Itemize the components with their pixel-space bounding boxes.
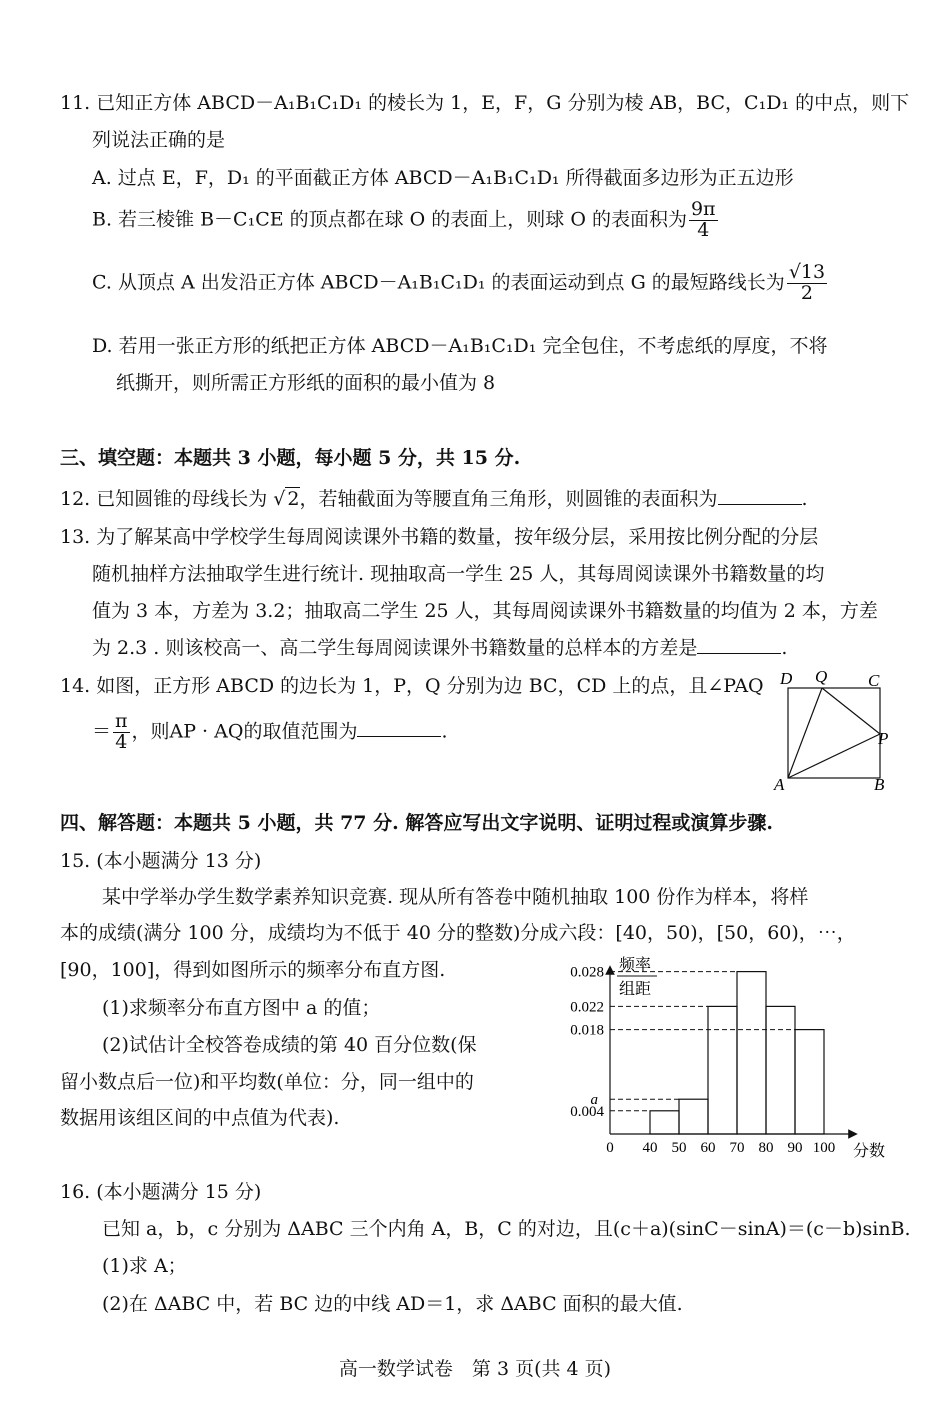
- q13-end: .: [781, 637, 788, 659]
- q13-line4-text: 为 2.3 . 则该校高一、高二学生每周阅读课外书籍数量的总样本的方差是: [92, 637, 698, 659]
- q15-para1: 某中学举办学生数学素养知识竞赛. 现从所有答卷中随机抽取 100 份作为样本，将样: [102, 886, 809, 908]
- q11-stem-line2: 列说法正确的是: [92, 129, 226, 151]
- label-b: B: [874, 775, 885, 794]
- q12-end: .: [801, 488, 808, 510]
- label-d: D: [780, 669, 793, 688]
- x-tick-label: 50: [671, 1140, 687, 1156]
- y-tick-label: a: [590, 1092, 598, 1109]
- q14-answer-blank: [357, 735, 441, 737]
- q13-answer-blank: [697, 652, 781, 654]
- q16-line1: 已知 a，b，c 分别为 ΔABC 三个内角 A，B，C 的对边，且(c＋a)(sinC－sinA)＝(c－b)sinB.: [102, 1218, 911, 1240]
- y-tick-label: 0.028: [570, 964, 604, 981]
- page-footer: 高一数学试卷 第 3 页(共 4 页): [338, 1358, 612, 1380]
- histogram-bar: [737, 972, 766, 1134]
- q13-line1: 13. 为了解某高中学校学生每周阅读课外书籍的数量，按年级分层，采用按比例分配的分层: [60, 526, 819, 548]
- q14-pi-numerator: π: [115, 710, 128, 732]
- x-tick-label: 70: [729, 1140, 745, 1156]
- y-tick-label: 0.004: [570, 1103, 604, 1120]
- q15-sub2-line1: (2)试估计全校答卷成绩的第 40 百分位数(保: [102, 1034, 477, 1056]
- frequency-histogram: [555, 950, 900, 1165]
- square-outline: [788, 688, 880, 778]
- histogram-bar: [679, 1099, 708, 1134]
- x-tick-label: 90: [787, 1140, 803, 1156]
- q15-sub2-line3: 数据用该组区间的中点值为代表).: [60, 1107, 340, 1129]
- q11-option-b-denominator: 4: [697, 218, 710, 241]
- label-a: A: [774, 775, 785, 794]
- histogram-bar: [708, 1006, 737, 1134]
- q11-option-b-numerator: 9π: [690, 198, 716, 220]
- q12-text-before: 12. 已知圆锥的母线长为: [60, 488, 274, 510]
- q11-option-d-line2: 纸撕开，则所需正方形纸的面积的最小值为 8: [116, 372, 496, 394]
- label-c: C: [868, 671, 880, 690]
- x-tick-label: 0: [606, 1140, 614, 1156]
- y-axis-label-bottom: 组距: [619, 981, 652, 998]
- q13-line2: 随机抽样方法抽取学生进行统计. 现抽取高一学生 25 人，其每周阅读课外书籍数量的均: [92, 563, 825, 585]
- x-tick-labels: [606, 1140, 835, 1156]
- q14-line2: [92, 712, 448, 753]
- q15-para3: [90，100]，得到如图所示的频率分布直方图.: [60, 959, 446, 981]
- histogram-bar: [766, 1006, 795, 1134]
- q12-answer-blank: [718, 503, 802, 505]
- section-3-title: 三、填空题：本题共 3 小题，每小题 5 分，共 15 分.: [60, 447, 521, 469]
- square-abcd-figure: [770, 664, 900, 796]
- q11-option-b-text: B. 若三棱锥 B－C₁CE 的顶点都在球 O 的表面上，则球 O 的表面积为: [92, 208, 687, 231]
- histogram-bar: [650, 1111, 679, 1134]
- x-axis-label: 分数: [853, 1143, 886, 1160]
- sqrt-symbol: √: [273, 488, 286, 510]
- q11-option-c-text: C. 从顶点 A 出发沿正方体 ABCD－A₁B₁C₁D₁ 的表面运动到点 G 的最短路线长为: [92, 271, 785, 294]
- q14-line1: 14. 如图，正方形 ABCD 的边长为 1，P，Q 分别为边 BC，CD 上的点，且∠PAQ: [60, 675, 764, 697]
- q14-end: .: [441, 720, 448, 743]
- q11-option-a: A. 过点 E，F，D₁ 的平面截正方体 ABCD－A₁B₁C₁D₁ 所得截面多边形为正五边形: [92, 167, 794, 189]
- y-tick-label: 0.018: [570, 1022, 604, 1039]
- q16-sub1: (1)求 A；: [102, 1255, 187, 1277]
- q15-sub2-line2: 留小数点后一位)和平均数(单位：分，同一组中的: [60, 1071, 474, 1093]
- x-tick-label: 60: [700, 1140, 716, 1156]
- q16-header: 16. (本小题满分 15 分): [60, 1181, 262, 1203]
- histogram-bars: [650, 972, 824, 1134]
- q14-line2-text: ，则AP · AQ的取值范围为: [131, 720, 358, 743]
- y-tick-label: 0.022: [570, 999, 604, 1016]
- q13-line3: 值为 3 本，方差为 3.2；抽取高二学生 25 人，其每周阅读课外书籍数量的均值为 2 本，方差: [92, 600, 878, 622]
- label-p: P: [878, 729, 889, 748]
- q11-option-c-numerator: √13: [788, 261, 826, 283]
- q15-para2: 本的成绩(满分 100 分，成绩均为不低于 40 分的整数)分成六段：[40，50)，[50，60)，⋯，: [60, 922, 856, 944]
- q16-sub2: (2)在 ΔABC 中，若 BC 边的中线 AD＝1，求 ΔABC 面积的最大值.: [102, 1293, 683, 1315]
- q12-sqrt-value: 2: [287, 488, 300, 510]
- q11-stem-line1: 11. 已知正方体 ABCD－A₁B₁C₁D₁ 的棱长为 1，E，F，G 分别为棱 AB，BC，C₁D₁ 的中点，则下: [60, 92, 910, 114]
- q14-equals: ＝: [92, 720, 112, 743]
- q11-option-b: [92, 200, 720, 241]
- q15-sub1: (1)求频率分布直方图中 a 的值；: [102, 997, 381, 1019]
- q12: [60, 484, 808, 511]
- segment-pq: [822, 688, 880, 734]
- q15-header: 15. (本小题满分 13 分): [60, 850, 262, 872]
- histogram-bar: [795, 1030, 824, 1134]
- q14-pi-denominator: 4: [115, 730, 128, 753]
- x-tick-label: 80: [758, 1140, 774, 1156]
- q11-option-c-denominator: 2: [800, 281, 813, 304]
- label-q: Q: [815, 667, 828, 686]
- y-axis-label-top: 频率: [619, 957, 652, 974]
- q13-line4: [92, 633, 787, 660]
- y-tick-labels: [570, 965, 604, 1120]
- q12-text-after: ，若轴截面为等腰直角三角形，则圆锥的表面积为: [299, 488, 718, 510]
- x-tick-label: 40: [642, 1140, 658, 1156]
- q11-option-d-line1: D. 若用一张正方形的纸把正方体 ABCD－A₁B₁C₁D₁ 完全包住，不考虑纸的厚度，不将: [92, 335, 828, 357]
- section-4-title: 四、解答题：本题共 5 小题，共 77 分. 解答应写出文字说明、证明过程或演算步骤.: [60, 812, 773, 834]
- x-tick-label: 100: [812, 1140, 836, 1156]
- q11-option-c: [92, 263, 829, 304]
